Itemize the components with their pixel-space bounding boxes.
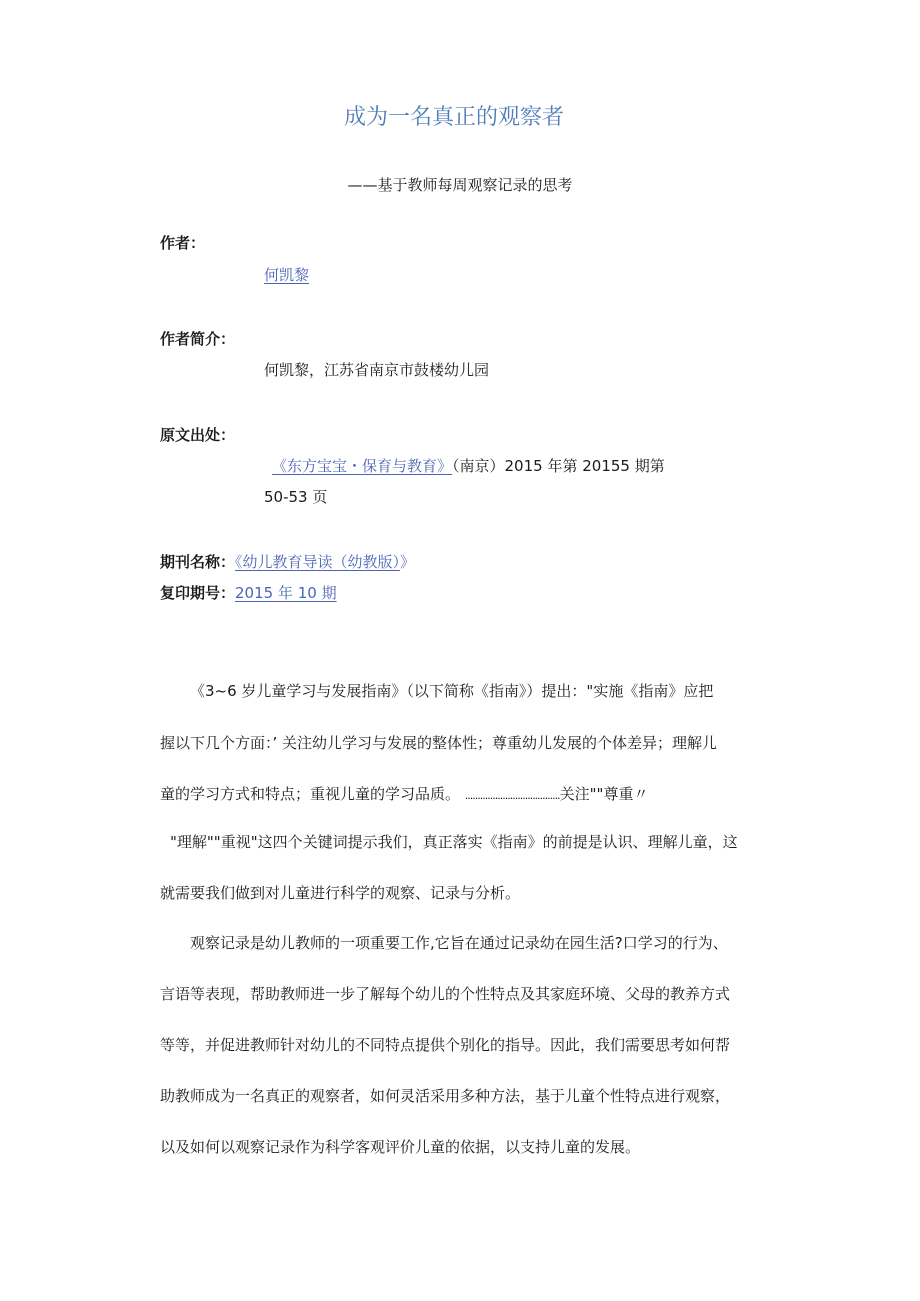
p2-line-3: 等等，并促进教师针对幼儿的不同特点提供个别化的指导。因此，我们需要思考如何帮 [160, 1036, 731, 1054]
source-journal-link[interactable]: 《东方宝宝・保育与教育》 [272, 457, 453, 475]
source-line-2: 50-53 页 [264, 488, 328, 506]
p1-line-3 [160, 783, 760, 804]
source-line-1-rest: （南京）2015 年第 20155 期第 [452, 457, 665, 475]
article-title: 成为一名真正的观察者 [343, 105, 564, 130]
p1-line-1: 《3~6 岁儿童学习与发展指南》（以下简称《指南》）提出："实施《指南》应把 [190, 682, 714, 700]
article-subtitle: ——基于教师每周观察记录的思考 [347, 176, 573, 194]
author-bio-text: 何凯黎，江苏省南京市鼓楼幼儿园 [264, 361, 490, 379]
periodical-label: 期刊名称： [160, 553, 236, 571]
author-label: 作者： [160, 234, 206, 252]
p1-line-5: 就需要我们做到对儿童进行科学的观察、记录与分析。 [160, 884, 521, 902]
reprint-issue-link[interactable]: 2015 年 10 期 [235, 584, 337, 602]
author-bio-label: 作者简介： [160, 330, 236, 348]
source-label: 原文出处： [160, 426, 236, 444]
p2-line-4: 助教师成为一名真正的观察者，如何灵活采用多种方法，基于儿童个性特点进行观察， [160, 1087, 731, 1105]
p2-line-1: 观察记录是幼儿教师的一项重要工作,它旨在通过记录幼在园生活?口学习的行为、 [190, 934, 728, 952]
p1-line-3-text: 童的学习方式和特点；重视儿童的学习品质。 [160, 785, 465, 803]
periodical-row [160, 551, 415, 572]
author-name-link[interactable]: 何凯黎 [264, 266, 310, 284]
periodical-name-link[interactable]: 《幼儿教育导读（幼教版） [235, 553, 401, 571]
p1-line-4: "理解""重视"这四个关键词提示我们，真正落实《指南》的前提是认识、理解儿童，这 [170, 833, 738, 851]
reprint-row [160, 582, 337, 603]
source-line-1 [272, 455, 665, 476]
p1-line-3-keywords: 关注""尊重〃 [559, 785, 649, 803]
p1-line-2: 握以下几个方面：’ 关注幼儿学习与发展的整体性；尊重幼儿发展的个体差异；理解儿 [160, 734, 718, 752]
p2-line-5: 以及如何以观察记录作为科学客观评价儿童的依据，以支持儿童的发展。 [160, 1138, 641, 1156]
p1-line-3-dots: ...................................... [464, 789, 560, 802]
periodical-name-close: 》 [400, 553, 416, 571]
reprint-label: 复印期号： [160, 584, 236, 602]
p2-line-2: 言语等表现，帮助教师进一步了解每个幼儿的个性特点及其家庭环境、父母的教养方式 [160, 985, 731, 1003]
